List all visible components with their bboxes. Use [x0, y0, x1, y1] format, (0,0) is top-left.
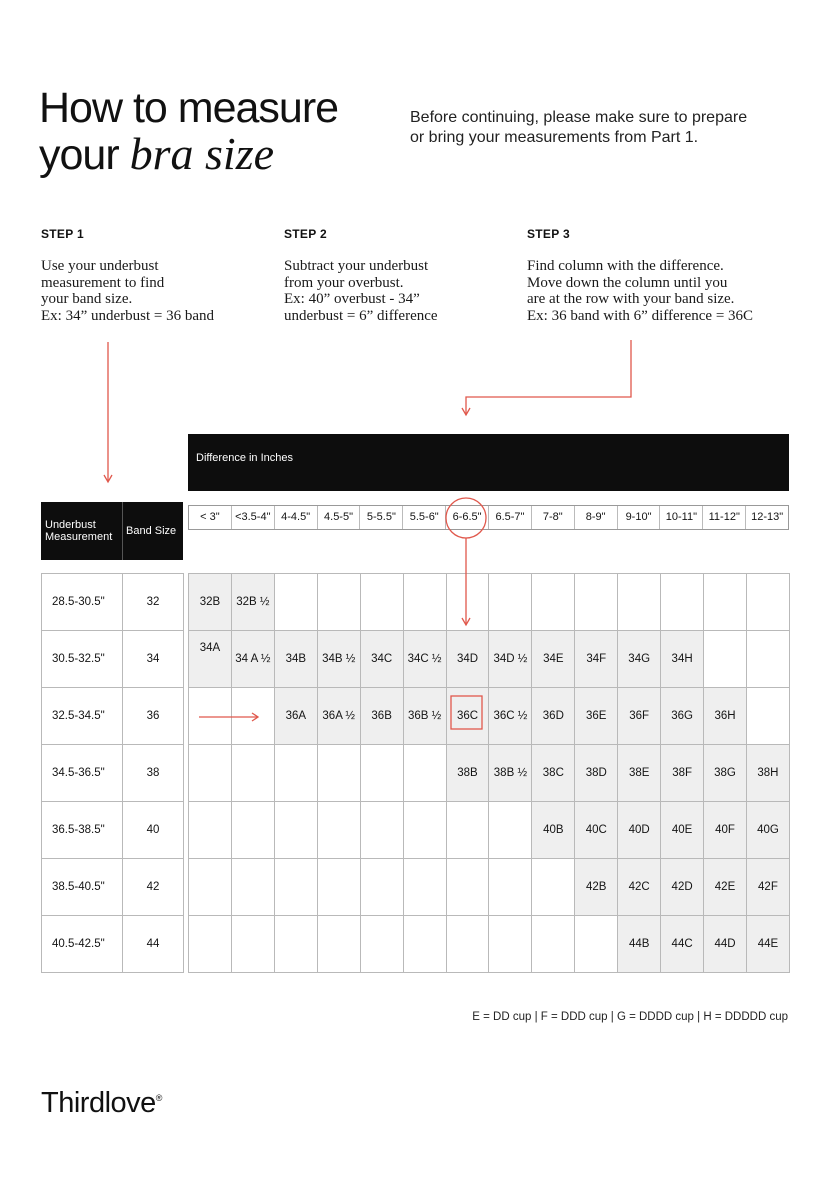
underbust-value: 34.5-36.5"	[42, 745, 123, 802]
empty-cell	[532, 859, 575, 916]
size-cell: 34B	[274, 631, 317, 688]
difference-cell: 8-9"	[575, 506, 618, 529]
size-cell: 34F	[575, 631, 618, 688]
band-size-table	[41, 573, 184, 973]
empty-cell	[231, 688, 274, 745]
empty-cell	[489, 916, 532, 973]
empty-cell	[274, 859, 317, 916]
size-cell: 38B	[446, 745, 489, 802]
cup-legend: E = DD cup | F = DDD cup | G = DDDD cup | H = DDDDD cup	[472, 1011, 788, 1023]
size-cell: 36F	[618, 688, 661, 745]
size-cell: 40E	[661, 802, 704, 859]
size-cell: 34E	[532, 631, 575, 688]
intro-line-2: or bring your measurements from Part 1.	[410, 129, 699, 146]
empty-cell	[274, 574, 317, 631]
size-cell: 44C	[661, 916, 704, 973]
empty-cell	[403, 916, 446, 973]
empty-cell	[231, 745, 274, 802]
underbust-value: 30.5-32.5"	[42, 631, 123, 688]
difference-cell: 6.5-7"	[489, 506, 532, 529]
band-value: 32	[123, 574, 184, 631]
step-3-text: Find column with the difference. Move down the column until you are at the row with your band size. Ex: 36 band with 6” difference = 36C	[527, 258, 754, 324]
empty-cell	[360, 802, 403, 859]
empty-cell	[532, 574, 575, 631]
title-line-1: How to measure	[39, 84, 339, 132]
size-cell: 40F	[704, 802, 747, 859]
difference-cell: <3.5-4"	[232, 506, 275, 529]
underbust-header-line-1: Underbust	[45, 519, 96, 531]
brand-logo	[41, 1087, 162, 1120]
empty-cell	[360, 574, 403, 631]
empty-cell	[575, 574, 618, 631]
size-cell: 42C	[618, 859, 661, 916]
registered-mark: ®	[155, 1093, 162, 1103]
empty-cell	[317, 745, 360, 802]
empty-cell	[403, 859, 446, 916]
empty-cell	[403, 745, 446, 802]
difference-cell: 5.5-6"	[403, 506, 446, 529]
size-cell: 36B	[360, 688, 403, 745]
empty-cell	[317, 859, 360, 916]
difference-cell: 4.5-5"	[318, 506, 361, 529]
size-cell: 40D	[618, 802, 661, 859]
empty-cell	[360, 859, 403, 916]
intro-text	[410, 108, 780, 148]
size-cell: 32B	[189, 574, 232, 631]
band-value: 40	[123, 802, 184, 859]
empty-cell	[446, 574, 489, 631]
size-cell: 34D ½	[489, 631, 532, 688]
empty-cell	[274, 916, 317, 973]
band-row	[42, 802, 184, 859]
size-row	[189, 916, 790, 973]
left-table-header	[41, 502, 183, 560]
size-cell: 42B	[575, 859, 618, 916]
empty-cell	[231, 802, 274, 859]
size-cell: 34A	[189, 631, 232, 688]
difference-cell-highlighted: 6-6.5"	[446, 506, 489, 529]
size-cell: 36H	[704, 688, 747, 745]
empty-cell	[317, 574, 360, 631]
empty-cell	[189, 916, 232, 973]
title-plain: your	[39, 131, 119, 179]
band-row	[42, 916, 184, 973]
empty-cell	[446, 916, 489, 973]
size-cell: 42E	[704, 859, 747, 916]
size-grid	[188, 573, 790, 973]
size-cell: 38H	[746, 745, 789, 802]
page-title	[39, 86, 338, 178]
empty-cell	[575, 916, 618, 973]
size-cell: 34C ½	[403, 631, 446, 688]
step-3-label: STEP 3	[527, 227, 570, 241]
intro-line-1: Before continuing, please make sure to prepare	[410, 109, 748, 126]
size-cell: 40B	[532, 802, 575, 859]
empty-cell	[189, 859, 232, 916]
size-row	[189, 859, 790, 916]
size-row	[189, 802, 790, 859]
empty-cell	[360, 745, 403, 802]
empty-cell	[274, 745, 317, 802]
band-value: 44	[123, 916, 184, 973]
step-3-arrow-head	[462, 408, 470, 415]
empty-cell	[189, 745, 232, 802]
step-1-arrow-head	[104, 475, 112, 482]
step-1-text: Use your underbust measurement to find your band size. Ex: 34” underbust = 36 band	[41, 258, 215, 324]
band-row	[42, 745, 184, 802]
size-row	[189, 745, 790, 802]
difference-cell: 10-11"	[660, 506, 703, 529]
size-cell: 32B ½	[231, 574, 274, 631]
empty-cell	[360, 916, 403, 973]
empty-cell	[189, 802, 232, 859]
difference-header-bar	[188, 434, 789, 491]
difference-cell: 7-8"	[532, 506, 575, 529]
header-divider	[122, 502, 123, 560]
empty-cell	[704, 631, 747, 688]
difference-cell: 9-10"	[618, 506, 661, 529]
underbust-value: 32.5-34.5"	[42, 688, 123, 745]
underbust-header	[45, 519, 112, 543]
band-row	[42, 688, 184, 745]
size-cell: 34 A ½	[231, 631, 274, 688]
step-1-label: STEP 1	[41, 227, 84, 241]
step-2-text: Subtract your underbust from your overbust. Ex: 40” overbust - 34” underbust = 6” difference	[284, 258, 438, 324]
size-cell: 40C	[575, 802, 618, 859]
empty-cell	[746, 688, 789, 745]
size-cell: 38C	[532, 745, 575, 802]
size-cell: 36A	[274, 688, 317, 745]
title-line-2	[39, 128, 338, 179]
difference-header-label: Difference in Inches	[196, 452, 294, 464]
brand-name: Thirdlove	[41, 1087, 156, 1119]
size-cell: 38F	[661, 745, 704, 802]
size-cell: 38E	[618, 745, 661, 802]
size-cell: 44D	[704, 916, 747, 973]
size-cell: 42D	[661, 859, 704, 916]
empty-cell	[489, 802, 532, 859]
band-value: 34	[123, 631, 184, 688]
band-value: 38	[123, 745, 184, 802]
size-cell: 38D	[575, 745, 618, 802]
underbust-value: 40.5-42.5"	[42, 916, 123, 973]
size-cell: 36C ½	[489, 688, 532, 745]
underbust-value: 28.5-30.5"	[42, 574, 123, 631]
size-cell: 34D	[446, 631, 489, 688]
empty-cell	[446, 859, 489, 916]
difference-cell: 12-13"	[751, 511, 784, 523]
size-row	[189, 631, 790, 688]
size-cell: 36G	[661, 688, 704, 745]
empty-cell	[403, 574, 446, 631]
size-row	[189, 574, 790, 631]
size-cell: 36A ½	[317, 688, 360, 745]
empty-cell	[403, 802, 446, 859]
difference-cell: 4-4.5"	[275, 506, 318, 529]
size-cell: 38G	[704, 745, 747, 802]
step-3-arrow-line	[466, 340, 631, 415]
empty-cell	[618, 574, 661, 631]
title-italic: bra size	[129, 128, 275, 179]
difference-row	[188, 505, 789, 530]
size-cell: 44E	[746, 916, 789, 973]
difference-cell: < 3"	[189, 506, 232, 529]
step-2-label: STEP 2	[284, 227, 327, 241]
empty-cell	[231, 859, 274, 916]
empty-cell	[446, 802, 489, 859]
size-cell: 44B	[618, 916, 661, 973]
size-cell: 34C	[360, 631, 403, 688]
empty-cell	[317, 916, 360, 973]
size-cell: 34G	[618, 631, 661, 688]
size-cell: 42F	[746, 859, 789, 916]
empty-cell	[189, 688, 232, 745]
difference-cell: 11-12"	[703, 506, 746, 529]
empty-cell	[274, 802, 317, 859]
size-cell: 40G	[746, 802, 789, 859]
size-cell: 36E	[575, 688, 618, 745]
difference-cell: 5-5.5"	[360, 506, 403, 529]
empty-cell	[489, 574, 532, 631]
empty-cell	[532, 916, 575, 973]
band-value: 42	[123, 859, 184, 916]
underbust-header-line-2: Measurement	[45, 531, 113, 543]
empty-cell	[746, 574, 789, 631]
empty-cell	[746, 631, 789, 688]
band-row	[42, 631, 184, 688]
band-value: 36	[123, 688, 184, 745]
size-row	[189, 688, 790, 745]
band-row	[42, 574, 184, 631]
size-cell: 34B ½	[317, 631, 360, 688]
size-cell: 36D	[532, 688, 575, 745]
empty-cell	[317, 802, 360, 859]
empty-cell	[231, 916, 274, 973]
band-row	[42, 859, 184, 916]
empty-cell	[704, 574, 747, 631]
size-cell: 36C	[446, 688, 489, 745]
size-cell: 38B ½	[489, 745, 532, 802]
empty-cell	[489, 859, 532, 916]
size-cell: 36B ½	[403, 688, 446, 745]
band-size-header: Band Size	[126, 525, 177, 537]
underbust-value: 36.5-38.5"	[42, 802, 123, 859]
underbust-value: 38.5-40.5"	[42, 859, 123, 916]
empty-cell	[661, 574, 704, 631]
size-cell: 34H	[661, 631, 704, 688]
